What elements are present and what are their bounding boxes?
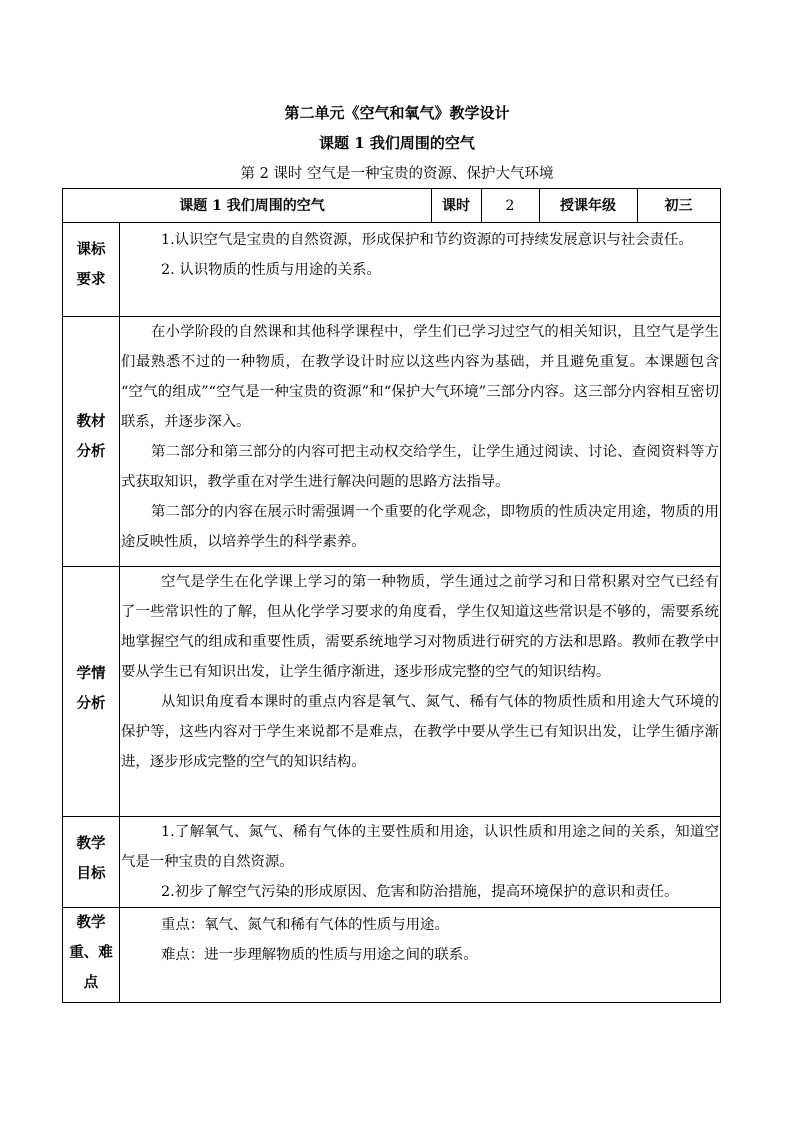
section-body-goals: 1.了解氧气、氮气、稀有气体的主要性质和用途，认识性质和用途之间的关系，知道空气是一种宝贵的自然资源。 2.初步了解空气污染的形成原因、危害和防治措施，提高环境保护的意识和责任。 <box>121 824 719 900</box>
grade-value: 初三 <box>664 198 693 214</box>
document-subtitle: 课题 1 我们周围的空气 <box>319 134 475 152</box>
section-body-textbook: 在小学阶段的自然课和其他科学课程中，学生们已学习过空气的相关知识，且空气是学生们最熟悉不过的一种物质，在教学设计时应以这些内容为基础，并且避免重复。本课题包含 “空气的组成”“空气是一种宝贵的资源”和“保护大气环境”三部分内容。这三部分内容相互密切联系，并逐步深入。 第二部分和第三部分的内容可把主动权交给学生，让学生通过阅读、讨论、查阅资料等方式获取知识，教学重在对学生进行解决问题的思路方法指导。 第二部分的内容在展示时需强调一个重要的化学观念，即物质的性质决定用途，物质的用途反映性质，以培养学生的科学素养。 <box>121 324 719 550</box>
lesson-plan-table <box>62 188 721 1003</box>
document-title: 第二单元《空气和氧气》教学设计 <box>284 104 510 122</box>
section-label-key-points: 教学 重、难 点 <box>69 914 113 991</box>
lesson-title: 第 2 课时 空气是一种宝贵的资源、保护大气环境 <box>240 166 554 182</box>
section-body-curriculum: 1.认识空气是宝贵的自然资源，形成保护和节约资源的可持续发展意识与社会责任。 2. 认识物质的性质与用途的关系。 <box>161 232 693 278</box>
period-value: 2 <box>505 198 515 214</box>
section-label-students: 学情 分析 <box>76 665 106 712</box>
section-body-students: 空气是学生在化学课上学习的第一种物质，学生通过之前学习和日常积累对空气已经有了一些常识性的了解，但从化学学习要求的角度看，学生仅知道这些常识是不够的，需要系统地掌握空气的组成和重要性质，需要系统地学习对物质进行研究的方法和思路。教师在教学中要从学生已有知识出发，让学生循序渐进，逐步形成完整的空气的知识结构。 从知识角度看本课时的重点内容是氧气、氮气、稀有气体的物质性质和用途大气环境的保护等，这些内容对于学生来说都不是难点，在教学中要从学生已有知识出发，让学生循序渐进，逐步形成完整的空气的知识结构。 <box>121 574 719 770</box>
section-body-key-points: 重点：氧气、氮气和稀有气体的性质与用途。 难点：进一步理解物质的性质与用途之间的联系。 <box>161 917 478 963</box>
topic-header: 课题 1 我们周围的空气 <box>179 198 325 214</box>
period-label: 课时 <box>442 198 470 214</box>
grade-label: 授课年级 <box>560 198 616 214</box>
section-label-curriculum: 课标 要求 <box>76 241 106 288</box>
section-label-textbook: 教材 分析 <box>76 413 106 460</box>
section-label-goals: 教学 目标 <box>76 835 106 882</box>
